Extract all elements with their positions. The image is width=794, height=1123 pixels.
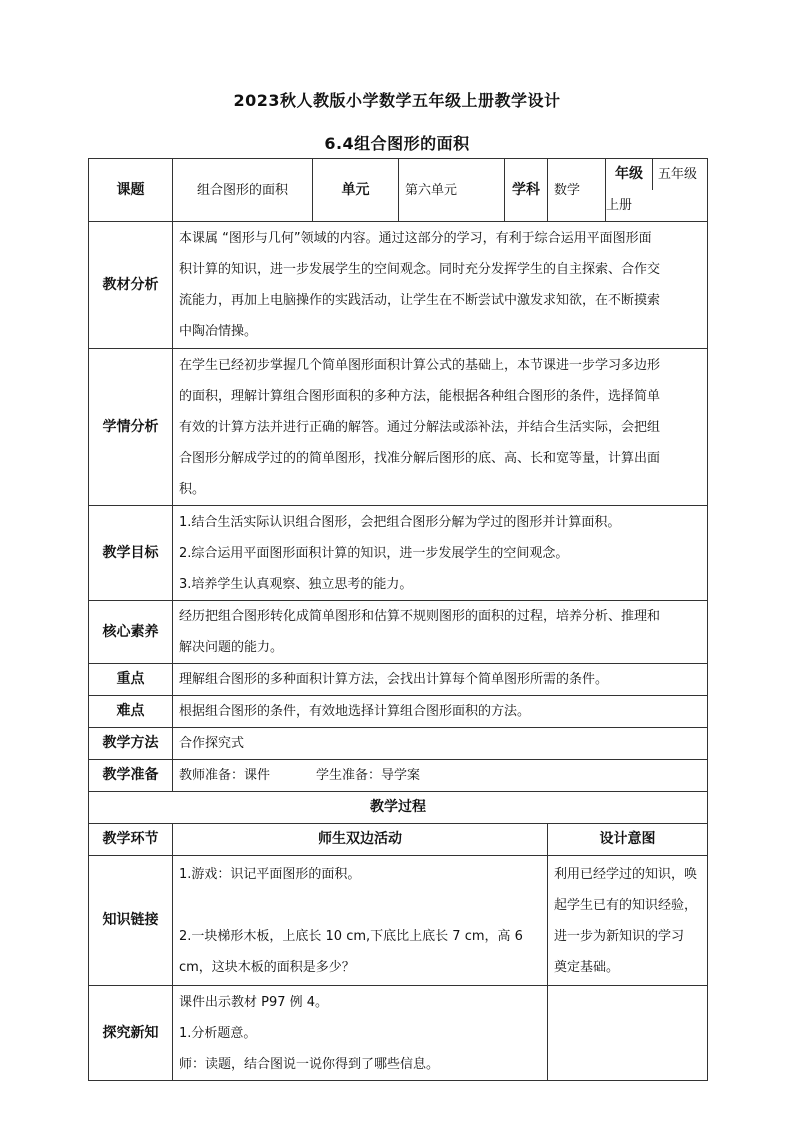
learner-line: 有效的计算方法并进行正确的解答。通过分解法或添补法，并结合生活实际，会把组 [179,419,661,435]
method-content: 合作探究式 [173,728,708,760]
learner-row [89,349,708,506]
topic-value: 组合图形的面积 [173,159,313,222]
difficulty-row [89,696,708,728]
grade-cell [606,159,708,222]
learner-line: 在学生已经初步掌握几个简单图形面积计算公式的基础上，本节课进一步学习多边形 [179,357,661,373]
stage-explore: 探究新知 [89,986,173,1081]
activity-line: cm，这块木板的面积是多少？ [179,959,355,975]
goals-content [173,506,708,601]
literacy-content [173,601,708,664]
intent-line: 进一步为新知识的学习 [554,928,685,944]
textbook-row [89,222,708,349]
literacy-line: 经历把组合图形转化成简单图形和估算不规则图形的面积的过程，培养分析、推理和 [179,609,661,624]
difficulty-content: 根据组合图形的条件，有效地选择计算组合图形面积的方法。 [173,696,708,728]
activity-line: 师：读题，结合图说一说你得到了哪些信息。 [179,1056,440,1072]
goals-label: 教学目标 [89,506,173,601]
process-title: 教学过程 [89,792,708,824]
method-label: 教学方法 [89,728,173,760]
intent-line: 起学生已有的知识经验， [554,897,698,913]
literacy-row [89,601,708,664]
prep-row [89,760,708,792]
unit-label: 单元 [313,159,399,222]
unit-value: 第六单元 [399,159,505,222]
goals-row [89,506,708,601]
learner-line: 积。 [179,481,206,497]
prep-content [173,760,708,792]
learner-label: 学情分析 [89,349,173,506]
key-point-label: 重点 [89,664,173,696]
goal-line: 3.培养学生认真观察、独立思考的能力。 [179,576,413,592]
key-point-content: 理解组合图形的多种面积计算方法，会找出计算每个简单图形所需的条件。 [173,664,708,696]
lesson-title: 6.4组合图形的面积 [324,134,470,153]
intent-explore [548,986,708,1081]
textbook-line: 流能力，再加上电脑操作的实践活动，让学生在不断尝试中激发求知欲，在不断摸索 [179,293,661,308]
activity-line: 2.一块梯形木板，上底长 10 cm,下底比上底长 7 cm，高 6 [179,928,523,944]
process-row-knowledge [89,856,708,986]
textbook-line: 积计算的知识，进一步发展学生的空间观念。同时充分发挥学生的自主探索、合作交 [179,262,661,277]
process-row-explore [89,986,708,1081]
learner-line: 的面积，理解计算组合图形面积的多种方法，能根据各种组合图形的条件，选择简单 [179,388,661,404]
grade-value: 五年级上册 [606,167,698,213]
textbook-content [173,222,708,349]
textbook-line: 本课属 “图形与几何”领域的内容。通过这部分的学习，有利于综合运用平面图形面 [179,231,652,246]
activity-line: 1.游戏：识记平面图形的面积。 [179,866,361,882]
subject-value: 数学 [548,159,606,222]
grade-label: 年级 [606,159,653,190]
info-row [89,159,708,222]
topic-label: 课题 [89,159,173,222]
subject-label: 学科 [505,159,548,222]
learner-line: 合图形分解成学过的的简单图形，找准分解后图形的底、高、长和宽等量，计算出面 [179,450,661,466]
teacher-prep: 教师准备：课件 [179,768,271,783]
col-activity-header: 师生双边活动 [173,824,548,856]
col-intent-header: 设计意图 [548,824,708,856]
activity-line: 课件出示教材 P97 例 4。 [179,994,329,1010]
student-prep: 学生准备：导学案 [316,768,421,783]
prep-label: 教学准备 [89,760,173,792]
difficulty-label: 难点 [89,696,173,728]
intent-knowledge [548,856,708,986]
key-point-row [89,664,708,696]
process-header-row [89,824,708,856]
process-title-row [89,792,708,824]
activity-knowledge [173,856,548,986]
document-title: 2023秋人教版小学数学五年级上册教学设计 [233,91,561,110]
col-stage-header: 教学环节 [89,824,173,856]
learner-content [173,349,708,506]
intent-line: 奠定基础。 [554,959,620,975]
textbook-label: 教材分析 [89,222,173,349]
method-row [89,728,708,760]
goal-line: 1.结合生活实际认识组合图形，会把组合图形分解为学过的图形并计算面积。 [179,514,621,530]
literacy-line: 解决问题的能力。 [179,640,284,655]
activity-explore [173,986,548,1081]
activity-line: 1.分析题意。 [179,1025,257,1041]
lesson-plan-table [88,158,708,1081]
goal-line: 2.综合运用平面图形面积计算的知识，进一步发展学生的空间观念。 [179,545,569,561]
literacy-label: 核心素养 [89,601,173,664]
stage-knowledge: 知识链接 [89,856,173,986]
intent-line: 利用已经学过的知识，唤 [554,866,698,882]
textbook-line: 中陶冶情操。 [179,324,258,339]
